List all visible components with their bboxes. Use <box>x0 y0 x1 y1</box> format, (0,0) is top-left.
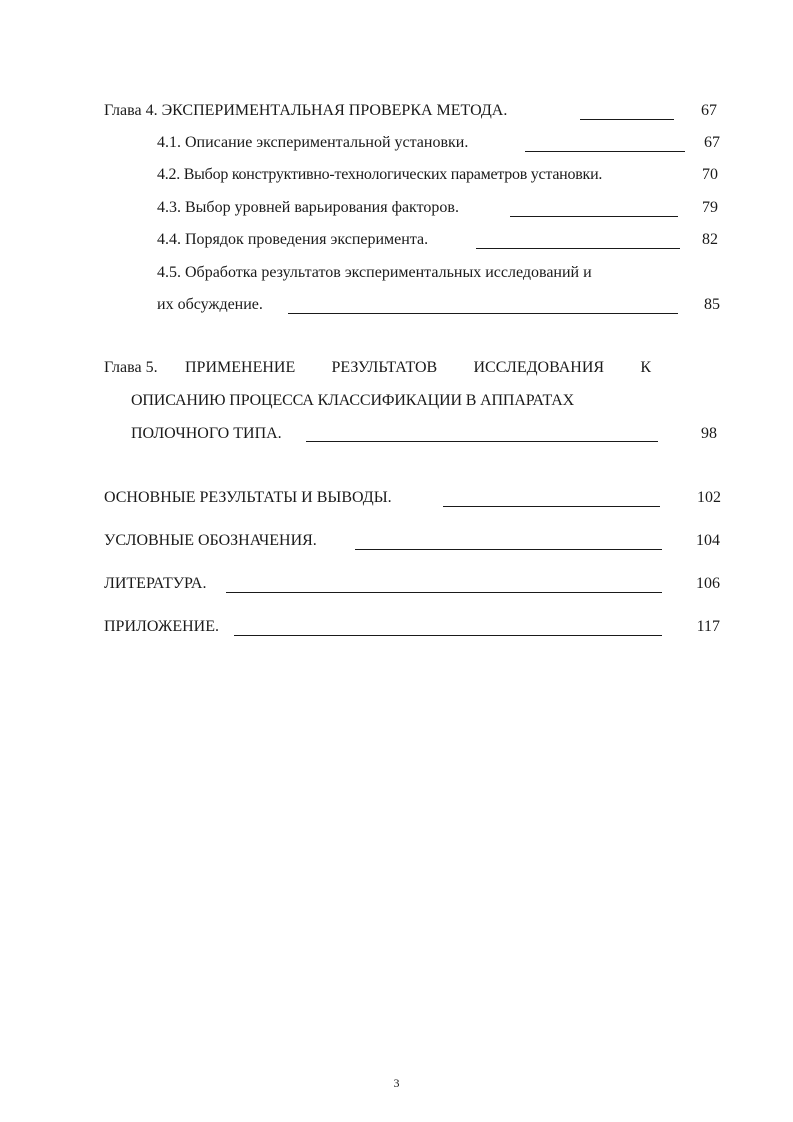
toc-chapter-5-word: РЕЗУЛЬТАТОВ <box>331 359 438 376</box>
toc-notation-title[interactable]: УСЛОВНЫЕ ОБОЗНАЧЕНИЯ. <box>104 532 317 549</box>
toc-section-4-5-title-line-1[interactable]: 4.5. Обработка результатов экспериментальных исследований и <box>157 264 592 281</box>
toc-section-4-4-title[interactable]: 4.4. Порядок проведения эксперимента. <box>157 231 429 248</box>
toc-chapter-5-word: К <box>640 359 651 376</box>
toc-section-4-2-title[interactable]: 4.2. Выбор конструктивно-технологических параметров установки. <box>157 166 603 183</box>
toc-leader-line <box>525 151 685 152</box>
toc-literature-title[interactable]: ЛИТЕРАТУРА. <box>104 575 207 592</box>
toc-chapter-5-title-line-3[interactable]: ПОЛОЧНОГО ТИПА. <box>131 425 282 442</box>
toc-section-4-1-page: 67 <box>704 134 720 151</box>
toc-leader-line <box>355 549 662 550</box>
toc-chapter-5-label[interactable]: Глава 5. <box>104 359 158 376</box>
toc-chapter-5-word: ПРИМЕНЕНИЕ <box>185 359 296 376</box>
toc-chapter-5-page: 98 <box>701 425 717 442</box>
toc-chapter-5-title-line-2[interactable]: ОПИСАНИЮ ПРОЦЕССА КЛАССИФИКАЦИИ В АППАРАТАХ <box>131 392 575 409</box>
toc-appendix-page: 117 <box>696 618 720 635</box>
toc-section-4-2-page: 70 <box>702 166 718 183</box>
toc-chapter-4-page: 67 <box>701 102 717 119</box>
toc-section-4-3-title[interactable]: 4.3. Выбор уровней варьирования факторов. <box>157 199 459 216</box>
toc-results-title[interactable]: ОСНОВНЫЕ РЕЗУЛЬТАТЫ И ВЫВОДЫ. <box>104 489 392 506</box>
toc-chapter-5-word: ИССЛЕДОВАНИЯ <box>473 359 605 376</box>
toc-results-page: 102 <box>697 489 721 506</box>
toc-leader-line <box>476 248 680 249</box>
toc-section-4-3-page: 79 <box>702 199 718 216</box>
toc-section-4-4-page: 82 <box>702 231 718 248</box>
toc-leader-line <box>234 635 662 636</box>
toc-section-4-1-title[interactable]: 4.1. Описание экспериментальной установки. <box>157 134 469 151</box>
toc-leader-line <box>580 119 674 120</box>
toc-notation-page: 104 <box>696 532 720 549</box>
page-number: 3 <box>393 1076 400 1090</box>
toc-appendix-title[interactable]: ПРИЛОЖЕНИЕ. <box>104 618 220 635</box>
toc-literature-page: 106 <box>696 575 720 592</box>
toc-section-4-5-page: 85 <box>704 296 720 313</box>
toc-leader-line <box>288 313 678 314</box>
toc-leader-line <box>510 216 678 217</box>
toc-leader-line <box>306 441 658 442</box>
toc-leader-line <box>226 592 662 593</box>
toc-chapter-4-title[interactable]: Глава 4. ЭКСПЕРИМЕНТАЛЬНАЯ ПРОВЕРКА МЕТОДА. <box>104 102 508 119</box>
toc-leader-line <box>443 506 660 507</box>
toc-chapter-5-title-line-1[interactable] <box>185 358 651 378</box>
toc-section-4-5-title-line-2[interactable]: их обсуждение. <box>157 296 263 313</box>
